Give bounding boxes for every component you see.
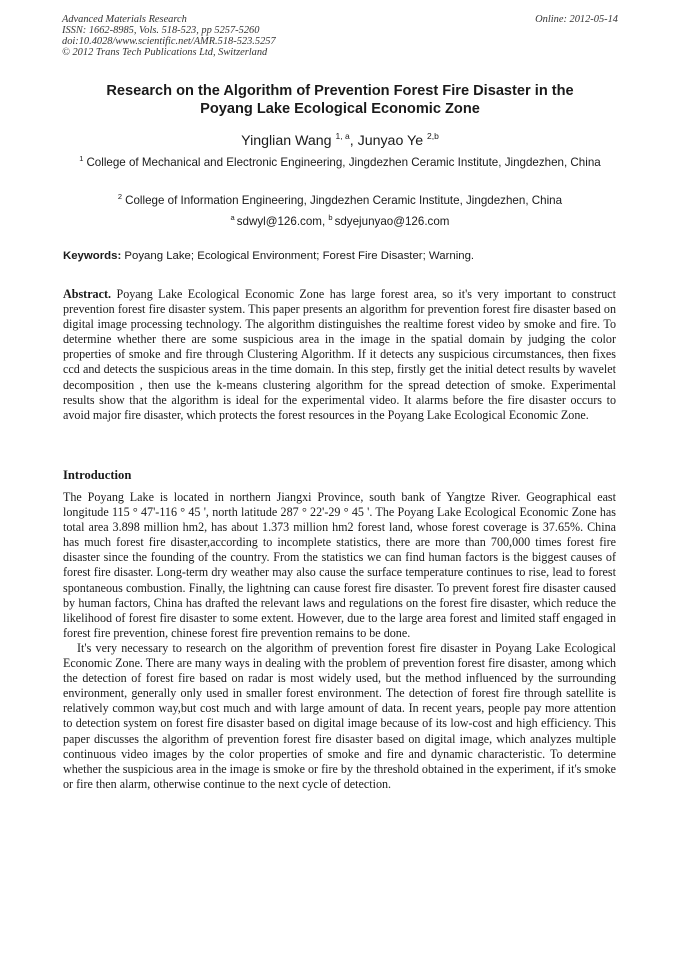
keywords-line xyxy=(63,249,619,264)
author-1-affil-mark: 1, a xyxy=(335,131,350,141)
abstract-paragraph xyxy=(63,287,616,423)
author-list xyxy=(62,132,618,150)
author-separator: , xyxy=(349,133,358,149)
introduction-paragraph-2: It's very necessary to research on the algorithm of prevention forest fire disaster in Poyang Lake Ecological Economic Zone. There are many ways in dealing with the problem of prevention forest fire disaster, among which the detection of forest fire based on radar is most widely used, but the method influenced by the surrounding environment, generally only used in smaller forest environment. The detection of forest fire through satellite is relatively common way,but cost much and with large amount of data. In recent years, people pay more attention to detection system on forest fire disaster based on digital image because of its low-cost and high efficiency. This paper discusses the algorithm of prevention forest fire disaster based on digital image, which analyzes multiple continuous video images by the color properties of smoke and fire and dynamic characteristic. To determine whether the suspicious area in the image is smoke or fire by the threshold obtained in the experiment, if it's smoke or fire then alarm, otherwise continue to the next cycle of detection. xyxy=(63,640,616,791)
keywords-text: Poyang Lake; Ecological Environment; Forest Fire Disaster; Warning. xyxy=(121,250,475,262)
affiliation-2-text: College of Information Engineering, Jingdezhen Ceramic Institute, Jingdezhen, China xyxy=(125,194,563,207)
doi-line: doi:10.4028/www.scientific.net/AMR.518-523.5257 xyxy=(62,36,276,47)
author-1: Yinglian Wang xyxy=(241,133,336,149)
keywords-label: Keywords: xyxy=(63,250,122,262)
email-b[interactable]: sdyejunyao@126.com xyxy=(334,215,450,228)
online-date: Online: 2012-05-14 xyxy=(535,14,618,25)
affiliation-1-mark: 1 xyxy=(79,154,84,163)
abstract-text: Poyang Lake Ecological Economic Zone has large forest area, so it's very important to construct prevention forest fire disaster system. This paper presents an algorithm for prevention forest fire disaster based on digital image processing technology. The algorithm distinguishes the realtime forest video by smoke and fire. To determine whether there are some suspicious area in the image in the spatial domain by judging the color properties of smoke and fire through Clustering Algorithm. If it detects any suspicious circumstances, then fixes ccd and detects the suspicious areas in the time domain. In this step, firstly get the initial detect results by wavelet decomposition , then use the k-means clustering algorithm for the spread detection of smoke. Experimental results show that the algorithm is ideal for the experimental video. It alarms before the fire disaster occurs to avoid major fire disaster, which protects the forest resources in the Poyang Lake Ecological Economic Zone. xyxy=(63,287,616,422)
title-line-2: Poyang Lake Ecological Economic Zone xyxy=(200,101,480,117)
copyright-line: © 2012 Trans Tech Publications Ltd, Switzerland xyxy=(62,47,268,58)
issn-line: ISSN: 1662-8985, Vols. 518-523, pp 5257-5260 xyxy=(62,25,260,36)
email-a-mark: a xyxy=(230,213,235,222)
affiliation-2-mark: 2 xyxy=(117,192,123,201)
paper-title xyxy=(62,82,618,118)
email-b-mark: b xyxy=(328,213,333,222)
journal-name: Advanced Materials Research xyxy=(62,14,187,25)
email-a[interactable]: sdwyl@126.com, xyxy=(236,215,329,228)
author-2: Junyao Ye xyxy=(357,133,428,149)
affiliation-1 xyxy=(62,155,618,170)
section-heading-introduction: Introduction xyxy=(63,468,132,482)
author-emails xyxy=(62,214,618,229)
publication-header xyxy=(62,14,618,66)
affiliation-1-text: College of Mechanical and Electronic Engineering, Jingdezhen Ceramic Institute, Jingdezhen, China xyxy=(86,156,601,169)
abstract-label: Abstract. xyxy=(63,287,112,301)
author-2-affil-mark: 2,b xyxy=(427,131,439,141)
introduction-body xyxy=(63,490,616,792)
affiliation-2 xyxy=(62,193,618,208)
title-line-1: Research on the Algorithm of Prevention Forest Fire Disaster in the xyxy=(106,83,574,99)
introduction-paragraph-1: The Poyang Lake is located in northern Jiangxi Province, south bank of Yangtze River. Geographical east longitude 115 ° 47'-116 ° 45 ', north latitude 287 ° 22'-29 ° 45 '. The Poyang Lake Ecological Economic Zone has total area 3.898 million hm2, has about 1.373 million hm2 forest land, whose forest coverage is 37.65%. China has much forest fire disaster,according to incomplete statistics, there are more than 700,000 times forest fire disaster since the founding of the country. From the statistics we can find human factors is the biggest causes of forest fire disaster. Long-term dry weather may also cause the surface temperature continues to rise, lead to forest spontaneous combustion. Finally, the lightning can cause forest fire disaster. To prevent forest fire disaster caused by human factors, China has drafted the relevant laws and regulations on the forest fire disaster, which reduce the likelihood of forest fire disaster to some extent. However, due to the large area forest and limited staff engaged in forest fire prevention, chinese forest fire prevention remains to be done. xyxy=(63,490,616,640)
